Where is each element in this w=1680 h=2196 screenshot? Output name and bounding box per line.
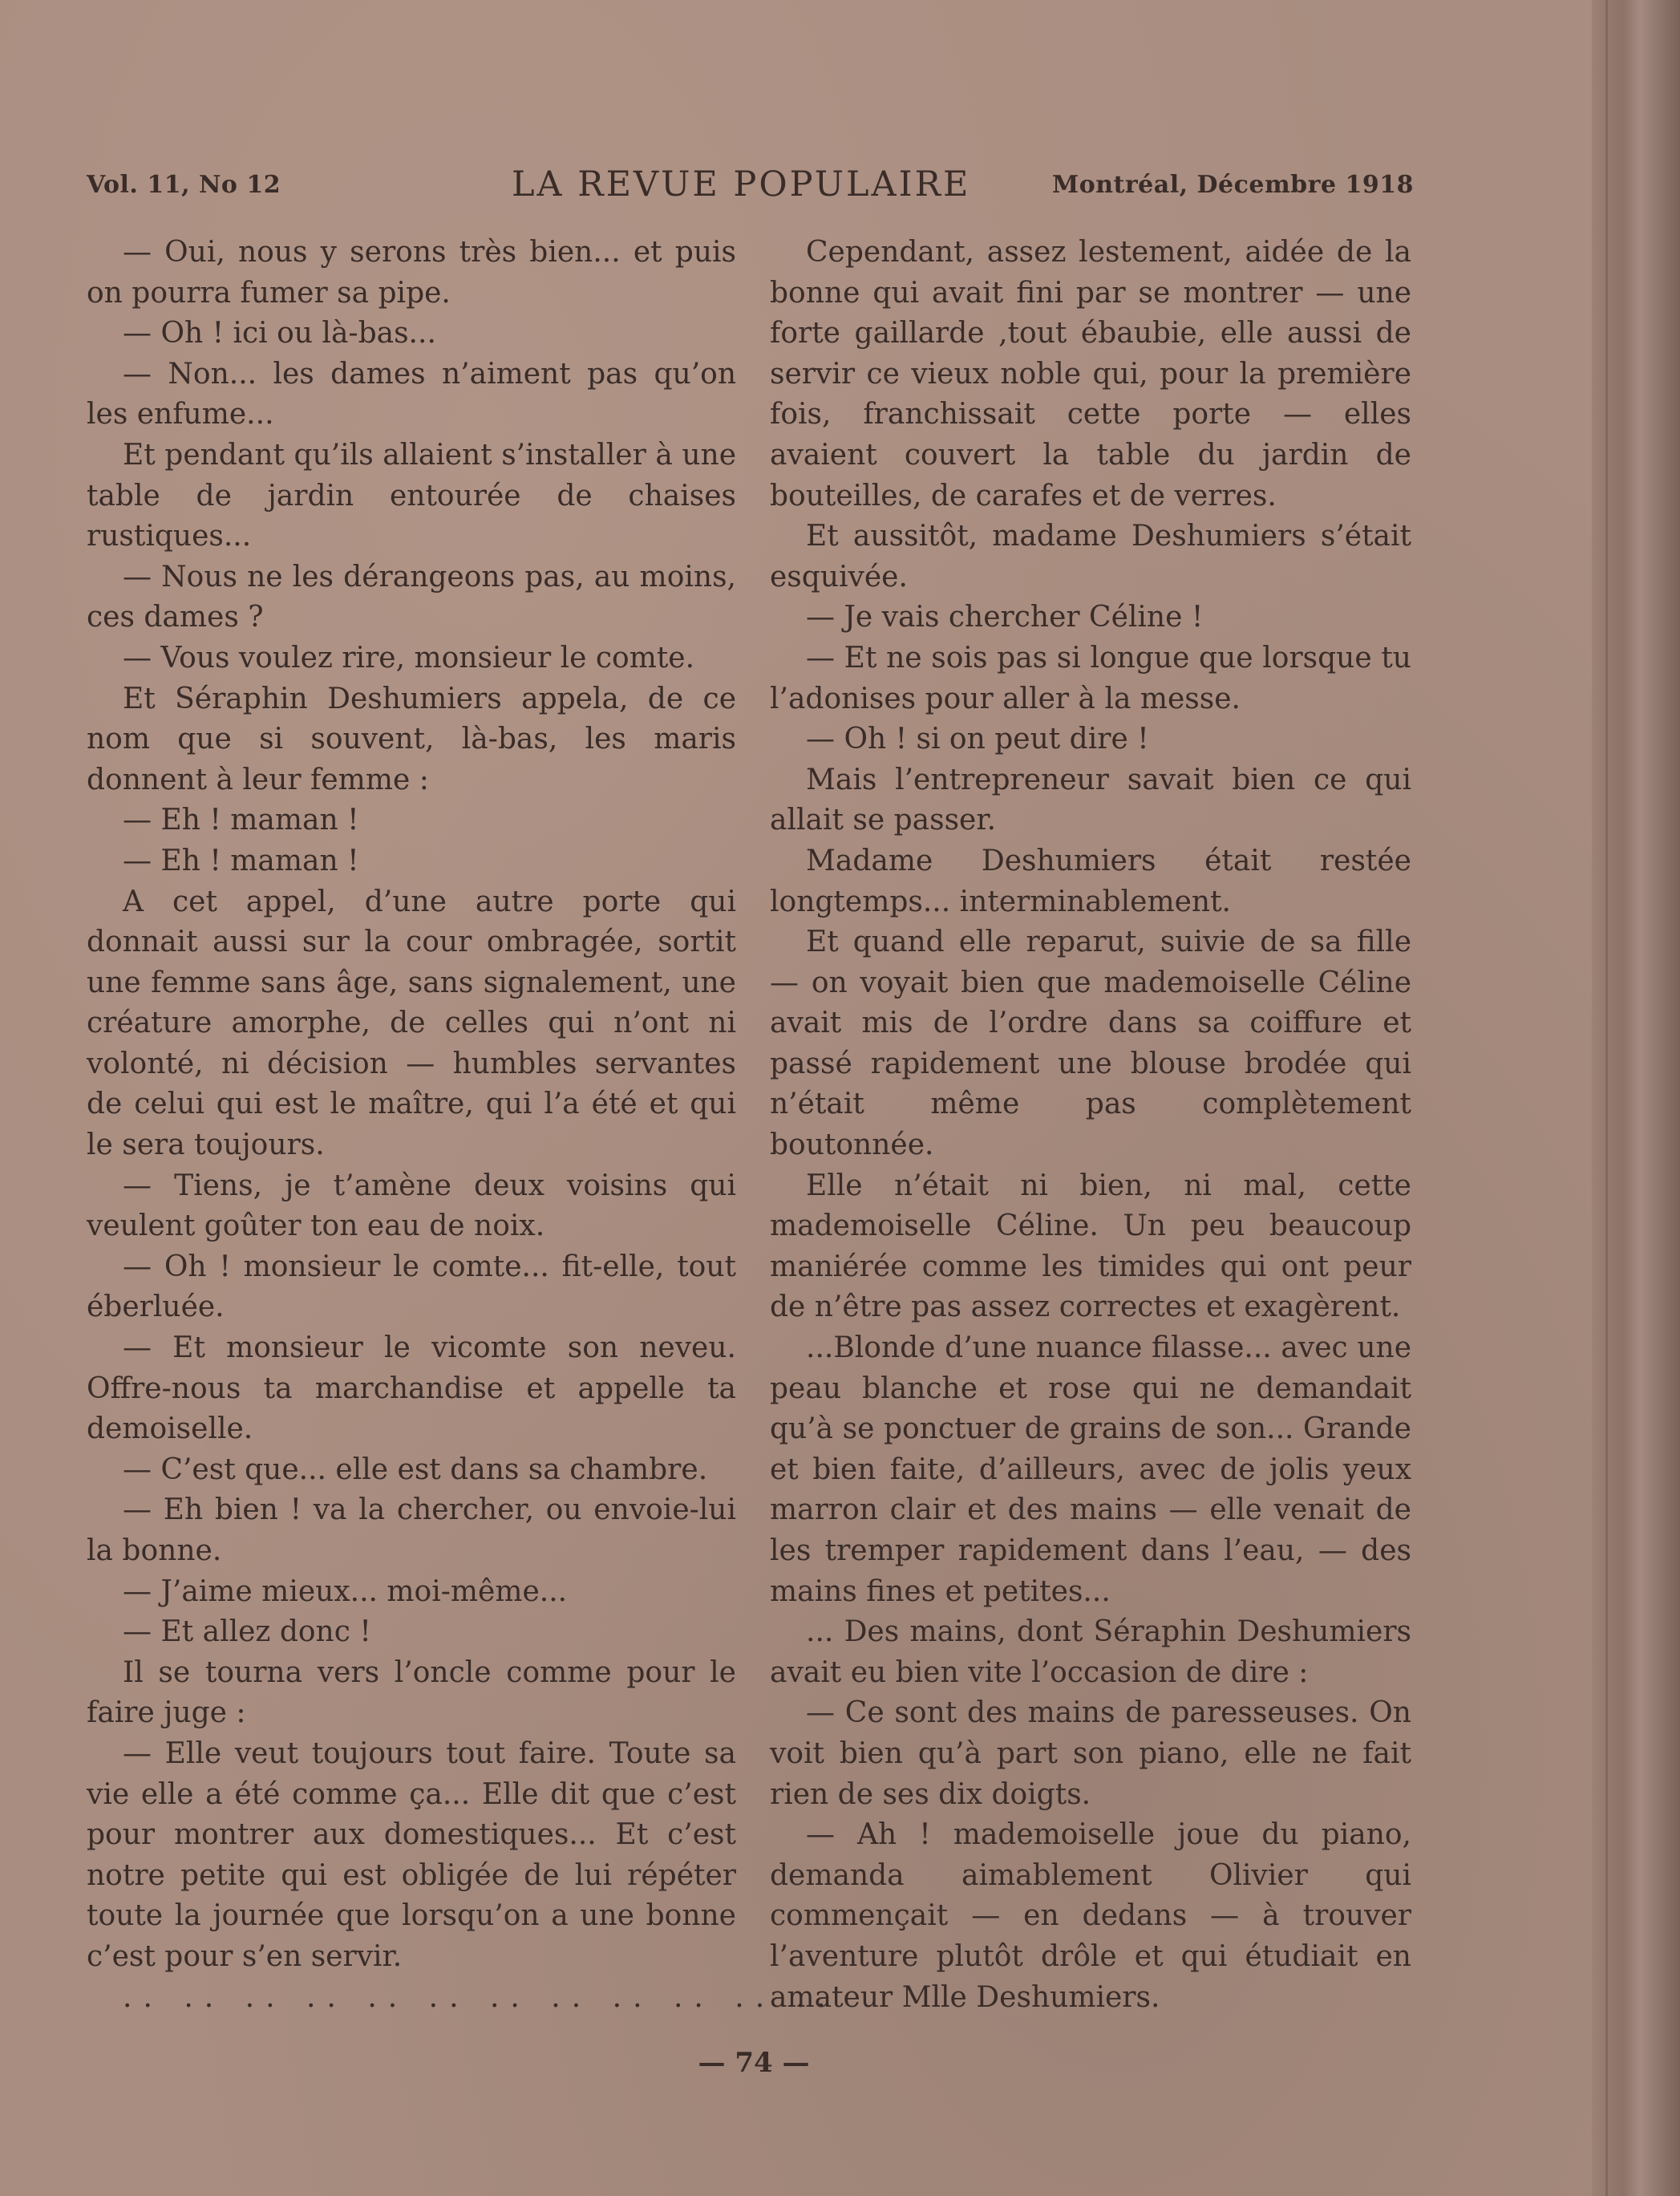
paragraph: — Eh ! maman ! <box>123 844 359 877</box>
paragraph: — Ah ! mademoiselle joue du piano, demanda aimablement Olivier qui commençait — en dedans — à trouver l’aventure plutôt drôle et qui étudiait en amateur Mlle Deshumiers. <box>770 1818 1411 2014</box>
paragraph: — Et allez donc ! <box>123 1615 371 1649</box>
paragraph: — Oh ! si on peut dire ! <box>806 723 1149 756</box>
paragraph: Et quand elle reparut, suivie de sa fille — on voyait bien que mademoiselle Céline avait mis de l’ordre dans sa coiffure et passé rapidement une blouse brodée qui n’était même pas complètement boutonnée. <box>770 926 1411 1162</box>
page-edge-line <box>1605 0 1608 2196</box>
publication-date: Montréal, Décembre 1918 <box>1051 171 1414 199</box>
paragraph: Mais l’entrepreneur savait bien ce qui allait se passer. <box>770 763 1411 837</box>
paragraph: — Oh ! ici ou là-bas... <box>123 317 436 350</box>
paragraph: — Et monsieur le vicomte son neveu. Offre-nous ta marchandise et appelle ta demoiselle. <box>87 1331 736 1446</box>
paragraph: — Ce sont des mains de paresseuses. On voit bien qu’à part son piano, elle ne fait rien de ses dix doigts. <box>770 1696 1411 1811</box>
paragraph: Madame Deshumiers était restée longtemps... interminablement. <box>770 844 1411 918</box>
left-column <box>87 233 837 2018</box>
paragraph: — Oui, nous y serons très bien... et puis on pourra fumer sa pipe. <box>87 236 736 310</box>
paragraph: — J’aime mieux... moi-même... <box>123 1574 568 1608</box>
paragraph: — Tiens, je t’amène deux voisins qui veulent goûter ton eau de noix. <box>87 1169 736 1243</box>
paragraph: — Eh ! maman ! <box>123 804 359 837</box>
paragraph: A cet appel, d’une autre porte qui donnait aussi sur la cour ombragée, sortit une femme sans âge, sans signalement, une créature amorphe, de celles qui n’ont ni volonté, ni décision — humbles servantes de celui qui est le maître, qui l’a été et qui le sera toujours. <box>87 885 736 1162</box>
paragraph: Et aussitôt, madame Deshumiers s’était esquivée. <box>770 520 1411 594</box>
volume-number: Vol. 11, No 12 <box>87 171 281 199</box>
paragraph: — Elle veut toujours tout faire. Toute sa vie elle a été comme ça... Elle dit que c’est pour montrer aux domestiques... Et c’est notre petite qui est obligée de lui répéter toute la journée que lorsqu’on a une bonne c’est pour s’en servir. <box>87 1736 736 1973</box>
page-header <box>87 164 1414 213</box>
paragraph: Et Séraphin Deshumiers appela, de ce nom que si souvent, là-bas, les maris donnent à leur femme : <box>87 682 736 796</box>
paragraph: ... Des mains, dont Séraphin Deshumiers avait eu bien vite l’occasion de dire : <box>770 1615 1411 1689</box>
paragraph: — Nous ne les dérangeons pas, au moins, ces dames ? <box>87 560 736 634</box>
paragraph: Il se tourna vers l’oncle comme pour le faire juge : <box>87 1655 736 1730</box>
right-column <box>770 233 1411 2018</box>
paragraph: — Et ne sois pas si longue que lorsque tu l’adonises pour aller à la messe. <box>770 641 1411 715</box>
paragraph: — Non... les dames n’aiment pas qu’on les enfume... <box>87 357 736 432</box>
paragraph: — Vous voulez rire, monsieur le comte. <box>123 641 695 675</box>
paragraph: — Oh ! monsieur le comte... fit-elle, tout éberluée. <box>87 1250 736 1324</box>
paragraph: — Eh bien ! va la chercher, ou envoie-lui la bonne. <box>87 1493 736 1567</box>
page-number: — 74 — <box>698 2047 810 2079</box>
paragraph: ...Blonde d’une nuance filasse... avec une peau blanche et rose qui ne demandait qu’à se ponctuer de grains de son... Grande et bien faite, d’ailleurs, avec de jolis yeux marron clair et des mains — elle venait de les tremper rapidement dans l’eau, — des mains fines et petites... <box>770 1331 1411 1608</box>
paragraph: Elle n’était ni bien, ni mal, cette mademoiselle Céline. Un peu beaucoup maniérée comme les timides qui ont peur de n’être pas assez correctes et exagèrent. <box>770 1169 1411 1324</box>
paragraph: Et pendant qu’ils allaient s’installer à une table de jardin entourée de chaises rustiques... <box>87 438 736 553</box>
paragraph: — C’est que... elle est dans sa chambre. <box>123 1453 708 1486</box>
paragraph: Cependant, assez lestement, aidée de la bonne qui avait fini par se montrer — une forte gaillarde ,tout ébaubie, elle aussi de servir ce vieux noble qui, pour la première fois, franchissait cette porte — elles avaient couvert la table du jardin de bouteilles, de carafes et de verres. <box>770 236 1411 513</box>
paragraph: — Je vais chercher Céline ! <box>806 601 1204 634</box>
section-dots: .. .. .. .. .. .. .. .. .. .. .. .. <box>123 1980 837 2014</box>
publication-title: LA REVUE POPULAIRE <box>512 164 971 205</box>
